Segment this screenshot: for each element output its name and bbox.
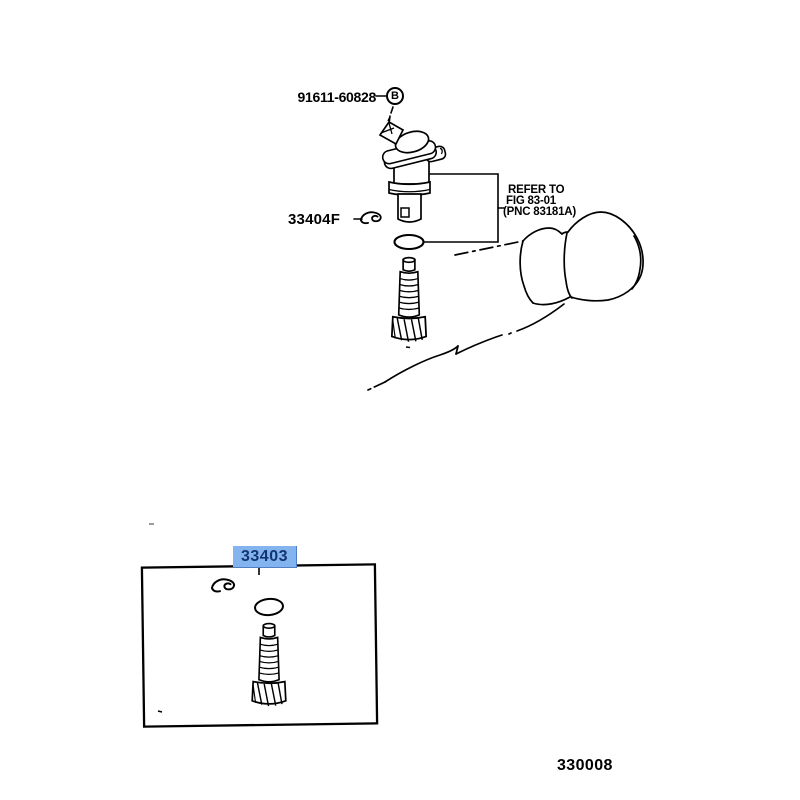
driven-gear-drawing: [392, 258, 426, 342]
stray-mark: [149, 523, 154, 525]
kit-part-label[interactable]: 33403: [233, 546, 297, 568]
o-ring-drawing: [395, 235, 424, 249]
speed-sensor-drawing: [380, 117, 447, 222]
kit-clip-drawing: [212, 579, 234, 591]
gear-dot: [406, 347, 410, 348]
kit-gear-drawing: [252, 624, 286, 706]
bolt-symbol-badge: [386, 87, 404, 105]
box-dot: [158, 711, 162, 712]
clip-part-label: 33404F: [288, 211, 341, 228]
clip-drawing: [361, 212, 381, 223]
bolt-part-label: 91611-60828: [297, 89, 376, 105]
refer-note-line2: FIG 83-01: [506, 195, 556, 207]
figure-code: 330008: [557, 757, 613, 774]
refer-note-line1: REFER TO: [508, 184, 565, 196]
kit-o-ring-drawing: [254, 598, 283, 616]
refer-note-line3: (PNC 83181A): [503, 206, 577, 218]
bolt-symbol-letter: B: [391, 90, 399, 102]
